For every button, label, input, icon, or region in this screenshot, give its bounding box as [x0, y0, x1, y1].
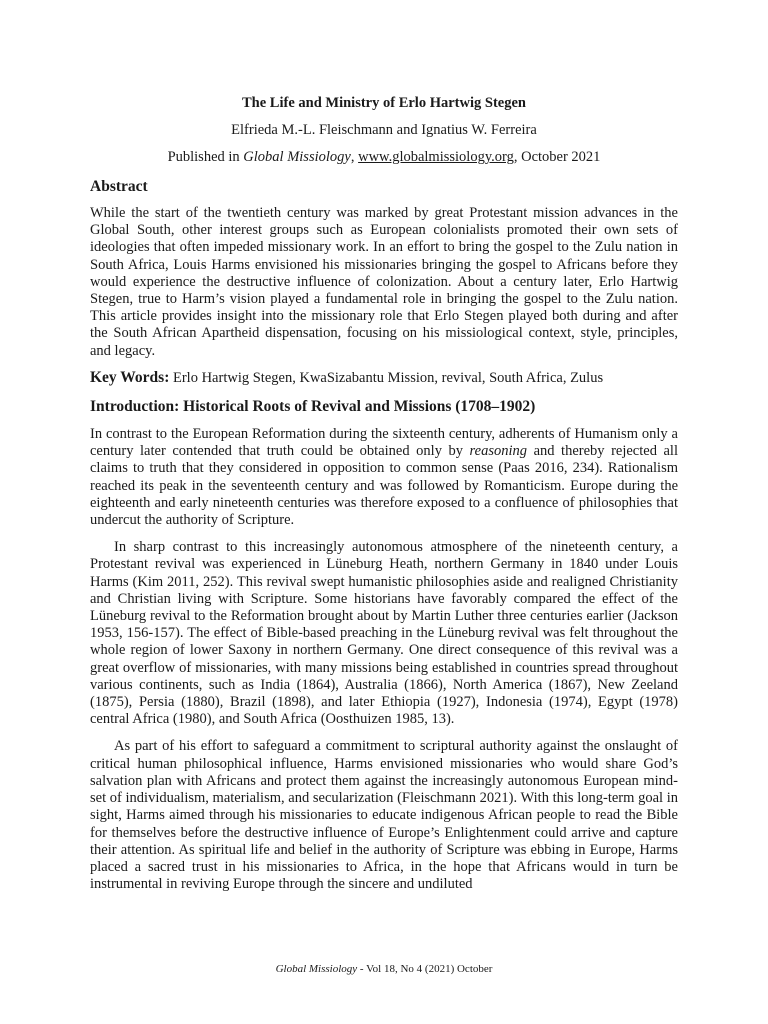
keywords-text: Erlo Hartwig Stegen, KwaSizabantu Mission, revival, South Africa, Zulus [169, 369, 604, 386]
intro-p1-part-b: and thereby rejected all claims to truth that they considered in opposition to common sense (Paas 2016, 234). Rationalism reached its peak in the seventeenth century and was followed by Romanticism. Europe during the eighteenth and early nineteenth centuries was therefore exposed to a confluence of philosophies that undercut the authority of Scripture. [90, 443, 678, 529]
journal-name: Global Missiology [243, 149, 351, 165]
footer-volume-text: - Vol 18, No 4 (2021) October [357, 963, 493, 975]
footer-journal-name: Global Missiology [275, 963, 358, 975]
abstract-text: While the start of the twentieth century was marked by great Protestant mission advances in the Global South, other interest groups such as European colonialists promoted their own sets of ideologies that often impeded missionary work. In an effort to bring the gospel to the Zulu nation in South Africa, Louis Harms envisioned his missionaries bringing the gospel to Africans before they would experience the destructive influence of colonization. About a century later, Erlo Hartwig Stegen, true to Harm’s vision played a fundamental role in bringing the gospel to the Zulu nation. This article provides insight into the missionary role that Erlo Stegen played both during and after the South African Apartheid dispensation, focusing on his missiological context, style, principles, and legacy. [90, 205, 678, 359]
published-sep: , [350, 149, 359, 165]
article-title: The Life and Ministry of Erlo Hartwig Stegen [242, 95, 526, 111]
page-footer [0, 962, 768, 976]
abstract-heading: Abstract [90, 178, 148, 195]
intro-paragraph-2: In sharp contrast to this increasingly autonomous atmosphere of the nineteenth century, a Protestant revival was experienced in Lüneburg Heath, northern Germany in 1840 under Louis Harms (Kim 2011, 252). This revival swept humanistic philosophies aside and realigned Christianity and Christian living with Scripture. Some historians have favorably compared the effect of the Lüneburg revival to the Reformation brought about by Martin Luther three centuries earlier (Jackson 1953, 156-157). The effect of Bible-based preaching in the Lüneburg revival was felt throughout the whole region of lower Saxony in northern Germany. One direct consequence of this revival was a great overflow of missionaries, with many missions being established in countries spread throughout various continents, such as India (1864), Australia (1866), North America (1867), New Zeeland (1875), Persia (1880), Brazil (1898), and later Ethiopia (1927), Indonesia (1974), Egypt (1978) central Africa (1980), and South Africa (Oosthuizen 1985, 13). [90, 539, 678, 728]
keywords-line [90, 369, 678, 387]
intro-paragraph-3: As part of his effort to safeguard a commitment to scriptural authority against the onslaught of critical human philosophical influence, Harms envisioned missionaries who would share God’s salvation plan with Africans and protect them against the increasingly autonomous European mind-set of individualism, materialism, and secularization (Fleischmann 2021). With this long-term goal in sight, Harms aimed through his missionaries to educate indigenous African people to read the Bible for themselves before the destructive influence of Europe’s Enlightenment could arrive and capture their attention. As spiritual life and belief in the authority of Scripture was ebbing in Europe, Harms placed a sacred trust in his missionaries to Africa, in the hope that Africans would in turn be instrumental in reviving Europe through the sincere and undiluted [90, 738, 678, 893]
intro-paragraph-1 [90, 426, 678, 529]
intro-p1-emphasis: reasoning [469, 443, 528, 460]
journal-url-link[interactable]: www.globalmissiology.org [358, 149, 514, 165]
article-authors: Elfrieda M.-L. Fleischmann and Ignatius W. Ferreira [231, 122, 537, 138]
document-page [90, 94, 678, 893]
published-suffix: , October 2021 [513, 149, 601, 165]
publication-line [90, 148, 678, 166]
published-prefix: Published in [167, 149, 244, 165]
keywords-label: Key Words: [90, 368, 170, 386]
intro-p1-part-a: In contrast to the European Reformation during the sixteenth century, adherents of Humanism only a century later contended that truth could be obtained only by [90, 426, 678, 460]
introduction-heading: Introduction: Historical Roots of Revival and Missions (1708–1902) [90, 398, 536, 416]
